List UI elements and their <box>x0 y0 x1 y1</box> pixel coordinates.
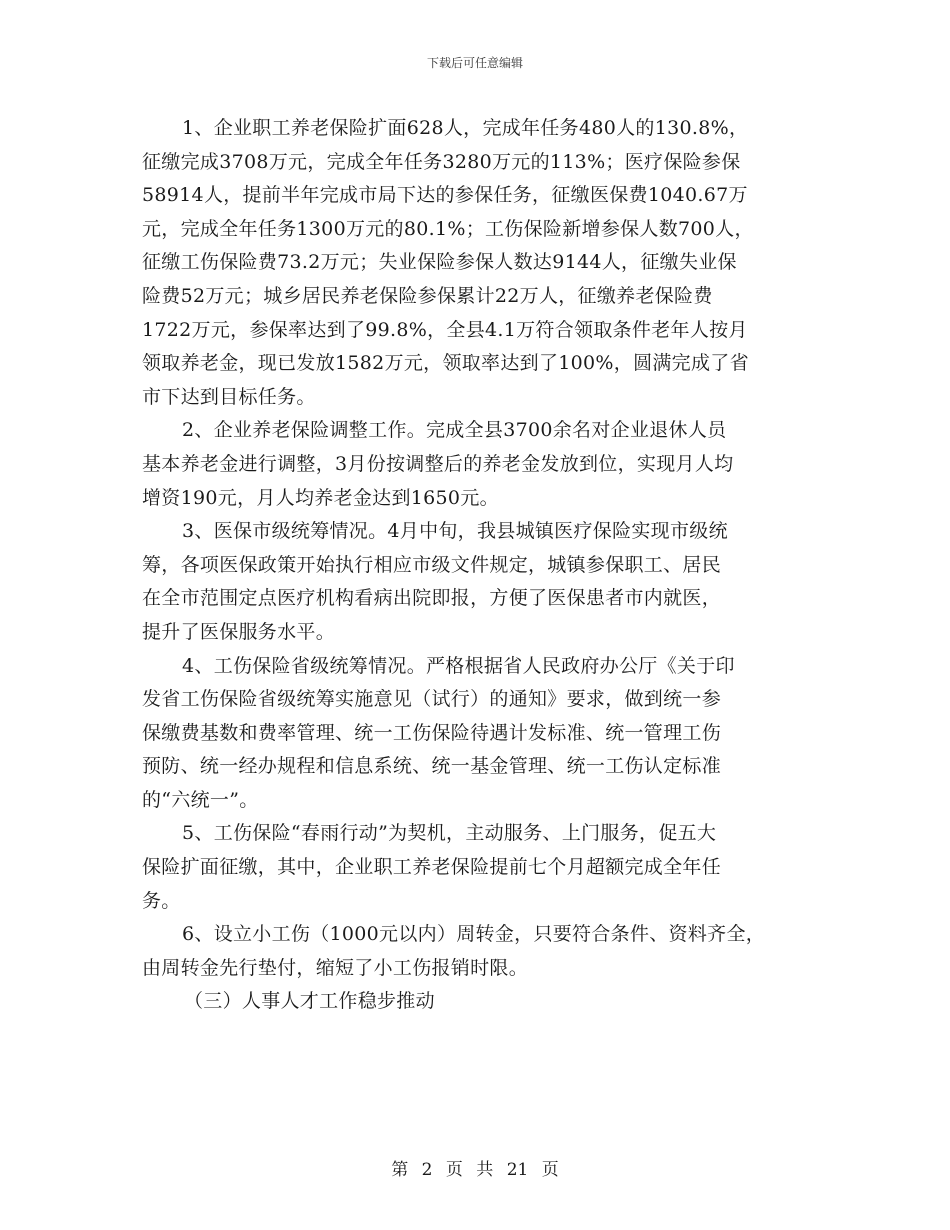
text-line: 提升了医保服务水平。 <box>142 620 336 643</box>
text-line: 保险扩面征缴，其中，企业职工养老保险提前七个月超额完成全年任 <box>142 856 722 879</box>
text-line: 领取养老金，现已发放1582万元，领取率达到了100%，圆满完成了省 <box>142 352 749 375</box>
text-line: 险费52万元；城乡居民养老保险参保累计22万人，征缴养老保险费 <box>142 284 713 307</box>
text-line: 在全市范围定点医疗机构看病出院即报，方便了医保患者市内就医， <box>142 587 722 610</box>
page-header: 下载后可任意编辑 <box>426 56 523 70</box>
section-heading: （三）人事人才工作稳步推动 <box>184 990 435 1013</box>
text-line: 1722万元，参保率达到了99.8%，全县4.1万符合领取条件老年人按月 <box>142 318 748 341</box>
text-line: 由周转金先行垫付，缩短了小工伤报销时限。 <box>142 956 529 979</box>
text-line: 4、工伤保险省级统筹情况。严格根据省人民政府办公厅《关于印 <box>182 654 735 677</box>
text-line: 征缴工伤保险费73.2万元；失业保险参保人数达9144人，征缴失业保 <box>142 251 737 274</box>
text-line: 58914人，提前半年完成市局下达的参保任务，征缴医保费1040.67万 <box>142 184 748 207</box>
text-line: 3、医保市级统筹情况。4月中旬，我县城镇医疗保险实现市级统 <box>182 520 728 543</box>
document-body <box>142 112 810 1019</box>
text-line: 1、企业职工养老保险扩面628人，完成年任务480人的130.8%， <box>182 117 749 139</box>
text-line: 2、企业养老保险调整工作。完成全县3700余名对企业退休人员 <box>182 419 727 442</box>
page-number: 第 2 页 共 21 页 <box>391 1160 559 1180</box>
text-line: 预防、统一经办规程和信息系统、统一基金管理、统一工伤认定标准 <box>142 755 722 778</box>
text-line: 保缴费基数和费率管理、统一工伤保险待遇计发标准、统一管理工伤 <box>142 721 722 744</box>
text-line: 5、工伤保险“春雨行动”为契机，主动服务、上门服务，促五大 <box>182 822 717 845</box>
text-line: 务。 <box>142 889 181 912</box>
text-line: 筹，各项医保政策开始执行相应市级文件规定，城镇参保职工、居民 <box>142 553 722 576</box>
text-line: 发省工伤保险省级统筹实施意见（试行）的通知》要求，做到统一参 <box>142 688 722 711</box>
text-line: 征缴完成3708万元，完成全年任务3280万元的113%；医疗保险参保 <box>142 150 741 173</box>
text-line: 元，完成全年任务1300万元的80.1%；工伤保险新增参保人数700人， <box>142 217 754 240</box>
text-line: 的“六统一”。 <box>142 788 259 811</box>
text-line: 基本养老金进行调整，3月份按调整后的养老金发放到位，实现月人均 <box>142 452 734 475</box>
text-line: 市下达到目标任务。 <box>142 385 316 408</box>
text-line: 6、设立小工伤（1000元以内）周转金，只要符合条件、资料齐全， <box>182 923 766 946</box>
text-line: 增资190元，月人均养老金达到1650元。 <box>142 486 499 509</box>
